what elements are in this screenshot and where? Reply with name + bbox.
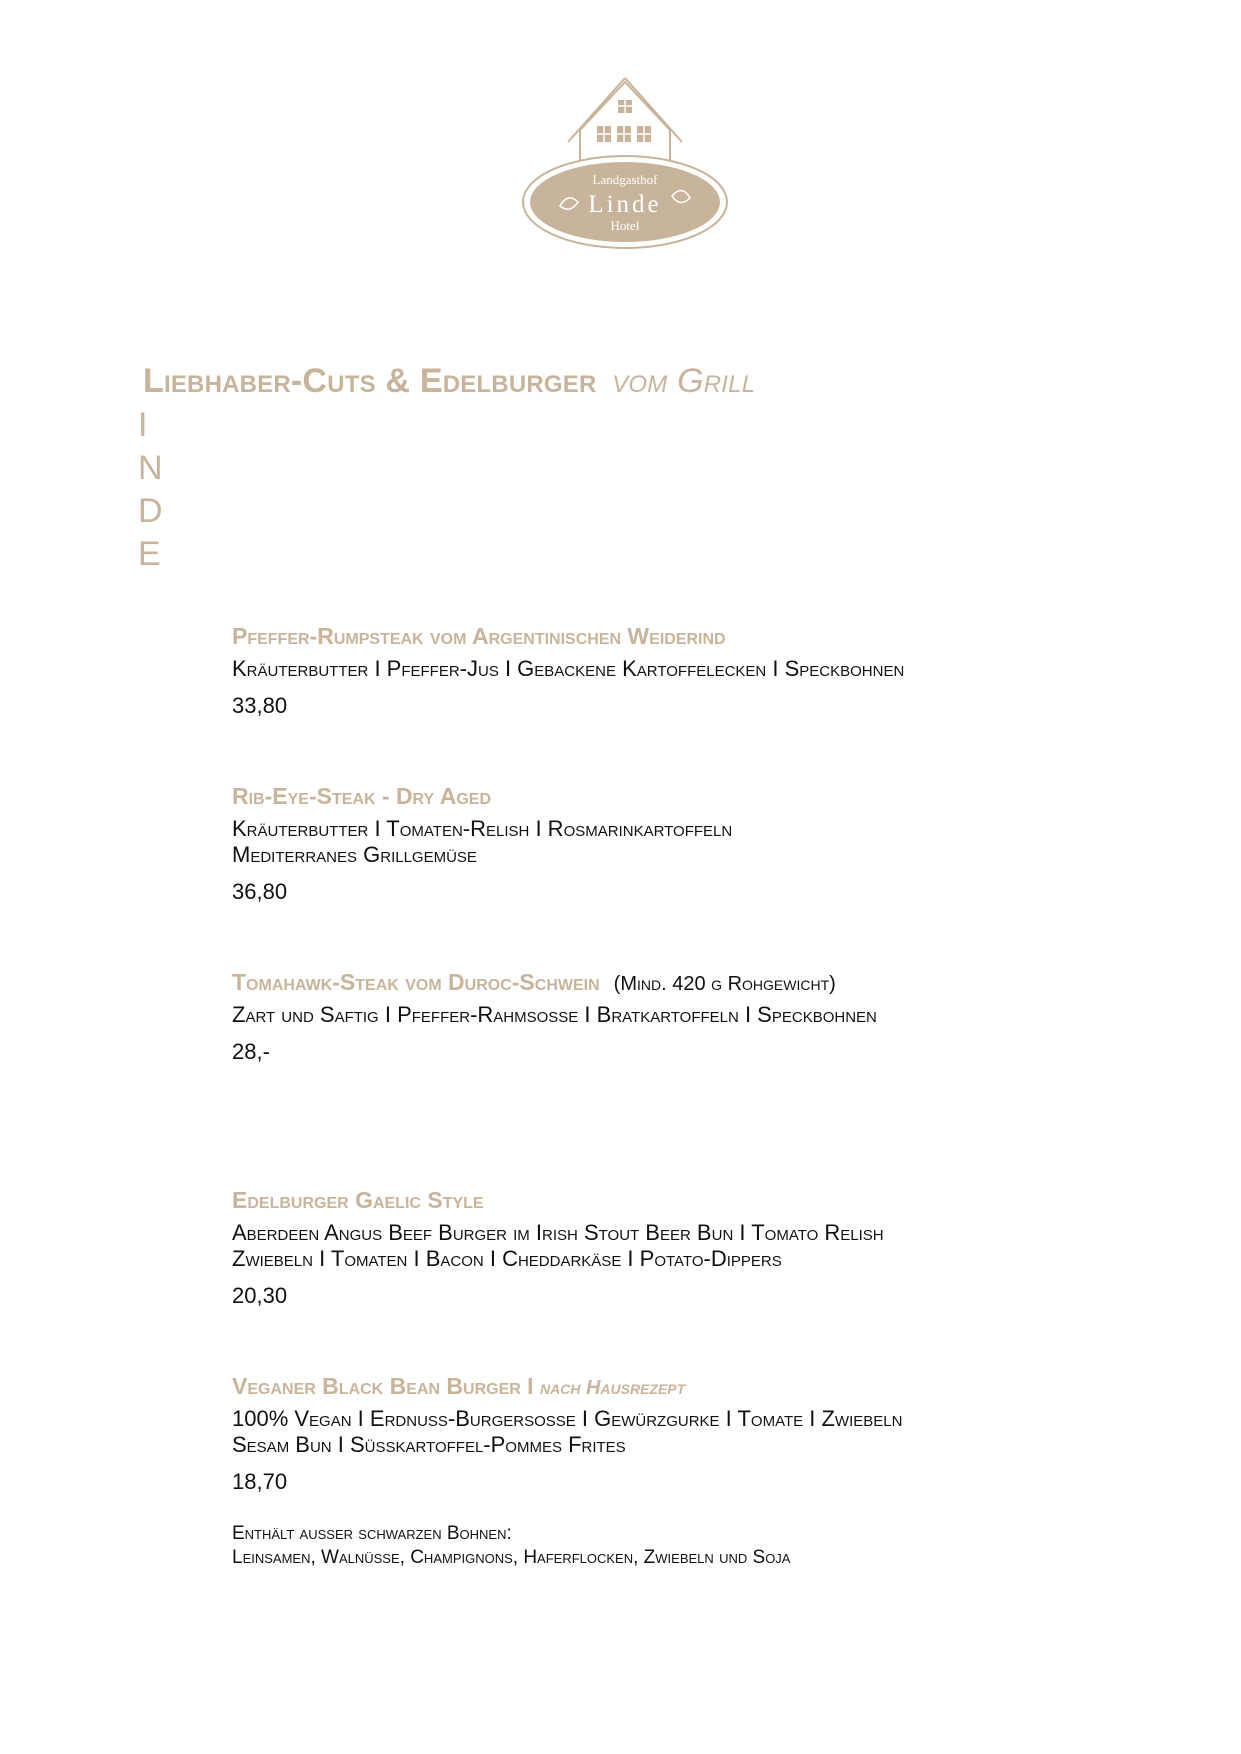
menu-item-description (232, 1220, 884, 1272)
description-line: Zwiebeln I Tomaten I Bacon I Cheddarkäse I Potato-Dippers (232, 1246, 782, 1271)
menu-item (232, 1186, 884, 1310)
footnote-line: Leinsamen, Walnüsse, Champignons, Haferflocken, Zwiebeln und Soja (232, 1547, 791, 1568)
vertical-letter: E (138, 535, 161, 573)
vertical-letter: I (138, 406, 148, 444)
page-title (143, 362, 755, 401)
menu-item (232, 1372, 902, 1496)
description-line: 100% Vegan I Erdnuss-Burgersoße I Gewürzgurke I Tomate I Zwiebeln (232, 1406, 903, 1431)
menu-item-title (232, 968, 877, 996)
footnote-line: Enthält außer schwarzen Bohnen: (232, 1523, 512, 1544)
vertical-letter: N (138, 449, 163, 487)
menu-item-title: Rib-Eye-Steak - Dry Aged (232, 783, 492, 809)
menu-item-description (232, 1406, 902, 1458)
menu-item-price: 36,80 (232, 879, 288, 904)
menu-item-title: Pfeffer-Rumpsteak vom Argentinischen Weiderind (232, 623, 726, 649)
page-title-sub: vom Grill (612, 362, 756, 400)
description-line: Aberdeen Angus Beef Burger im Irish Stout Beer Bun I Tomato Relish (232, 1220, 884, 1245)
svg-text:Landgasthof: Landgasthof (592, 172, 658, 187)
menu-item-description: Kräuterbutter I Pfeffer-Jus I Gebackene Kartoffelecken I Speckbohnen (232, 656, 905, 681)
menu-item (232, 622, 904, 720)
description-line: Sesam Bun I Süßkartoffel-Pommes Frites (232, 1432, 626, 1457)
menu-item-price: 28,- (232, 1039, 270, 1064)
menu-item-description (232, 816, 732, 868)
menu-item (232, 968, 877, 1066)
menu-item-title: Edelburger Gaelic Style (232, 1187, 484, 1213)
menu-item-title-italic: nach Hausrezept (539, 1377, 686, 1399)
description-line: Mediterranes Grillgemüse (232, 842, 477, 867)
vertical-linde-letters (138, 404, 168, 576)
menu-item (232, 782, 732, 906)
menu-item-title-text: Veganer Black Bean Burger I (232, 1373, 534, 1399)
page-title-main: Liebhaber-Cuts & Edelburger (143, 362, 597, 400)
menu-item-description: Zart und Saftig I Pfeffer-Rahmsoße I Bratkartoffeln I Speckbohnen (232, 1002, 877, 1027)
menu-item-price: 20,30 (232, 1283, 288, 1308)
menu-item-title-text: Tomahawk-Steak vom Duroc-Schwein (232, 969, 600, 995)
menu-item-title (232, 1372, 902, 1400)
ingredients-footnote (232, 1522, 790, 1570)
menu-item-price: 33,80 (232, 693, 288, 718)
house-oval-logo-icon (520, 74, 730, 256)
menu-item-note: (Mind. 420 g Rohgewicht) (613, 973, 836, 995)
menu-item-price: 18,70 (232, 1469, 288, 1494)
description-line: Kräuterbutter I Tomaten-Relish I Rosmarinkartoffeln (232, 816, 733, 841)
vertical-letter: D (138, 492, 163, 530)
svg-text:Hotel: Hotel (610, 218, 640, 233)
hotel-logo (520, 74, 730, 256)
svg-text:Linde: Linde (588, 191, 662, 218)
